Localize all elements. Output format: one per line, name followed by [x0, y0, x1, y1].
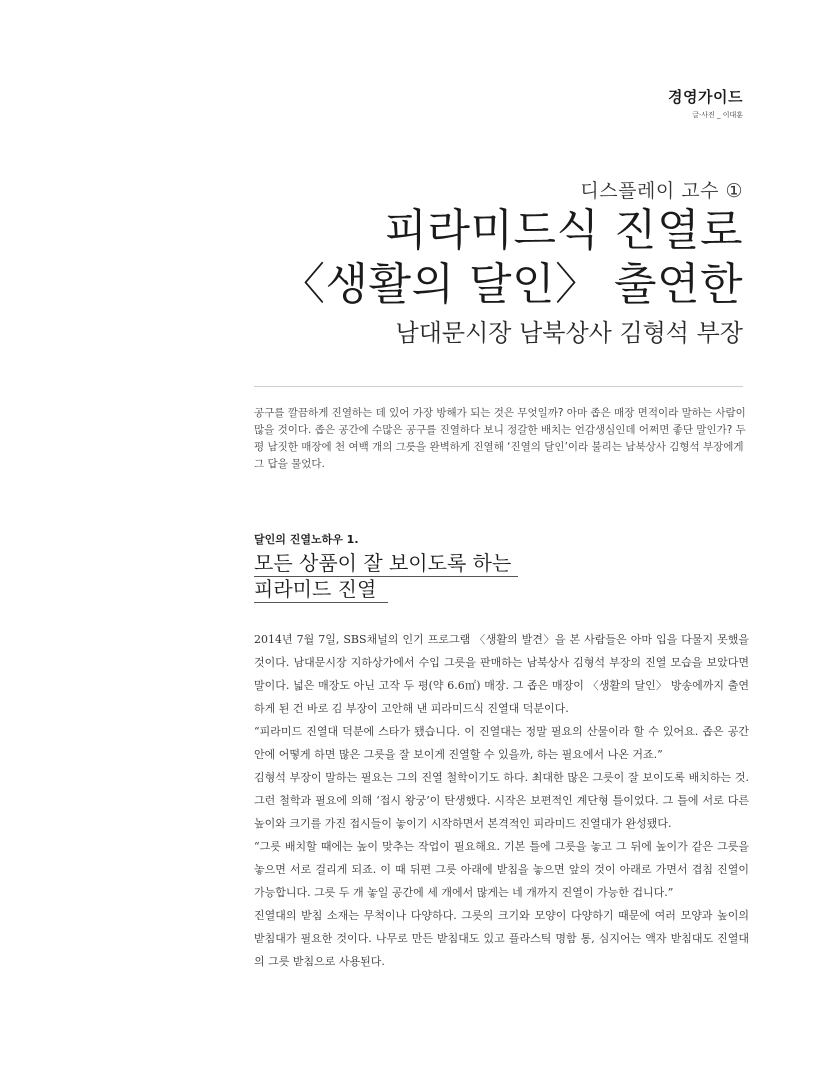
headline [183, 204, 743, 312]
body-paragraph: “그릇 배치할 때에는 높이 맞추는 작업이 필요해요. 기본 틀에 그릇을 놓고 그 뒤에 높이가 같은 그릇을 놓으면 서로 걸리게 되죠. 이 때 뒤편 그릇 아래에 받침을 놓으면 앞의 것이 아래로 가면서 겹침 진열이 가능합니다. 그릇 두 개 놓일 공간에 세 개에서 많게는 네 개까지 진열이 가능한 겁니다.” [254, 840, 749, 899]
body-paragraph: 김형석 부장이 말하는 필요는 그의 진열 철학이기도 하다. 최대한 많은 그릇이 잘 보이도록 배치하는 것. 그런 철학과 필요에 의해 ‘접시 왕궁’이 탄생했다. 시작은 보편적인 계단형 틀이었다. 그 틀에 서로 다른 높이와 크기를 가진 접시들이 놓이기 시작하면서 본격적인 피라미드 진열대가 완성됐다. [254, 771, 749, 830]
divider-rule [254, 386, 743, 387]
series-label: 디스플레이 고수 ① [580, 180, 743, 202]
section-header [668, 88, 743, 120]
section-title: 경영가이드 [668, 88, 743, 106]
knowhow-title-line-1: 모든 상품이 잘 보이도록 하는 [254, 551, 518, 577]
headline-line-2: 〈생활의 달인〉 출연한 [280, 259, 743, 310]
body-paragraph: 2014년 7월 7일, SBS채널의 인기 프로그램 〈생활의 발견〉을 본 사람들은 아마 입을 다물지 못했을 것이다. 남대문시장 지하상가에서 수입 그릇을 판매하는 남북상사 김형석 부장의 진열 모습을 보았다면 말이다. 넓은 매장도 아닌 고작 두 평(약 6.6㎡) 매장. 그 좁은 매장이 〈생활의 달인〉 방송에까지 출연하게 된 건 바로 김 부장이 고안해 낸 피라미드식 진열대 덕분이다. [254, 633, 749, 715]
knowhow-title [254, 551, 518, 603]
body-paragraph: “피라미드 진열대 덕분에 스타가 됐습니다. 이 진열대는 정말 필요의 산물이라 할 수 있어요. 좁은 공간 안에 어떻게 하면 많은 그릇을 잘 보이게 진열할 수 있을까, 하는 필요에서 나온 거죠.” [254, 725, 749, 761]
subhead: 남대문시장 남북상사 김형석 부장 [395, 319, 743, 347]
lead-paragraph: 공구를 깔끔하게 진열하는 데 있어 가장 방해가 되는 것은 무엇일까? 아마 좁은 매장 면적이라 말하는 사람이 많을 것이다. 좁은 공간에 수많은 공구를 진열하다 보니 정갈한 배치는 언감생심인데 어쩌면 좋단 말인가? 두 평 남짓한 매장에 천 여백 개의 그릇을 완벽하게 진열해 ‘진열의 달인’이라 불리는 남북상사 김형석 부장에게 그 답을 물었다. [254, 407, 746, 470]
knowhow-title-line-2: 피라미드 진열 [254, 577, 388, 603]
body-paragraph: 진열대의 받침 소재는 무척이나 다양하다. 그릇의 크기와 모양이 다양하기 때문에 여러 모양과 높이의 받침대가 필요한 것이다. 나무로 만든 받침대도 있고 플라스틱 명함 통, 심지어는 액자 받침대도 진열대의 그릇 받침으로 사용된다. [254, 909, 749, 968]
byline: 글·사진 _ 이대훈 [692, 111, 743, 119]
article-title-block [183, 178, 743, 348]
article-body [254, 628, 749, 973]
knowhow-label: 달인의 진열노하우 1. [254, 533, 359, 546]
headline-line-1: 피라미드식 진열로 [384, 205, 743, 256]
